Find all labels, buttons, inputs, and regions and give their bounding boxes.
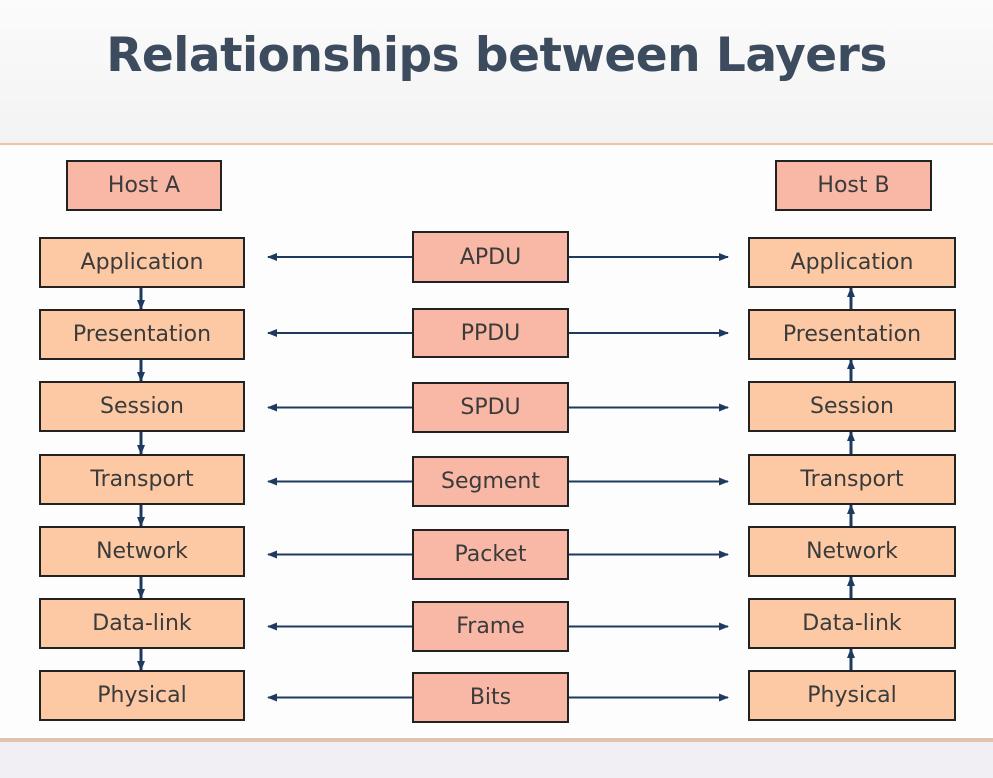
host-b-layer-application: Application [748, 237, 956, 288]
host-a-layer-presentation: Presentation [39, 309, 245, 360]
pdu-spdu: SPDU [412, 382, 569, 433]
pdu-bits: Bits [412, 672, 569, 723]
pdu-apdu: APDU [412, 231, 569, 283]
host-a-label: Host A [66, 160, 222, 211]
pdu-packet: Packet [412, 529, 569, 580]
host-a-layer-network: Network [39, 526, 245, 577]
pdu-segment: Segment [412, 456, 569, 507]
host-b-layer-network: Network [748, 526, 956, 577]
host-b-layer-physical: Physical [748, 670, 956, 721]
page-title: Relationships between Layers [106, 28, 887, 83]
host-a-layer-data-link: Data-link [39, 598, 245, 649]
pdu-frame: Frame [412, 601, 569, 652]
host-b-layer-presentation: Presentation [748, 309, 956, 360]
host-b-layer-transport: Transport [748, 454, 956, 505]
host-a-layer-physical: Physical [39, 670, 245, 721]
host-b-layer-data-link: Data-link [748, 598, 956, 649]
host-b-label: Host B [775, 160, 932, 211]
host-a-layer-application: Application [39, 237, 245, 288]
host-a-layer-transport: Transport [39, 454, 245, 505]
host-a-layer-session: Session [39, 381, 245, 432]
pdu-ppdu: PPDU [412, 308, 569, 358]
host-b-layer-session: Session [748, 381, 956, 432]
